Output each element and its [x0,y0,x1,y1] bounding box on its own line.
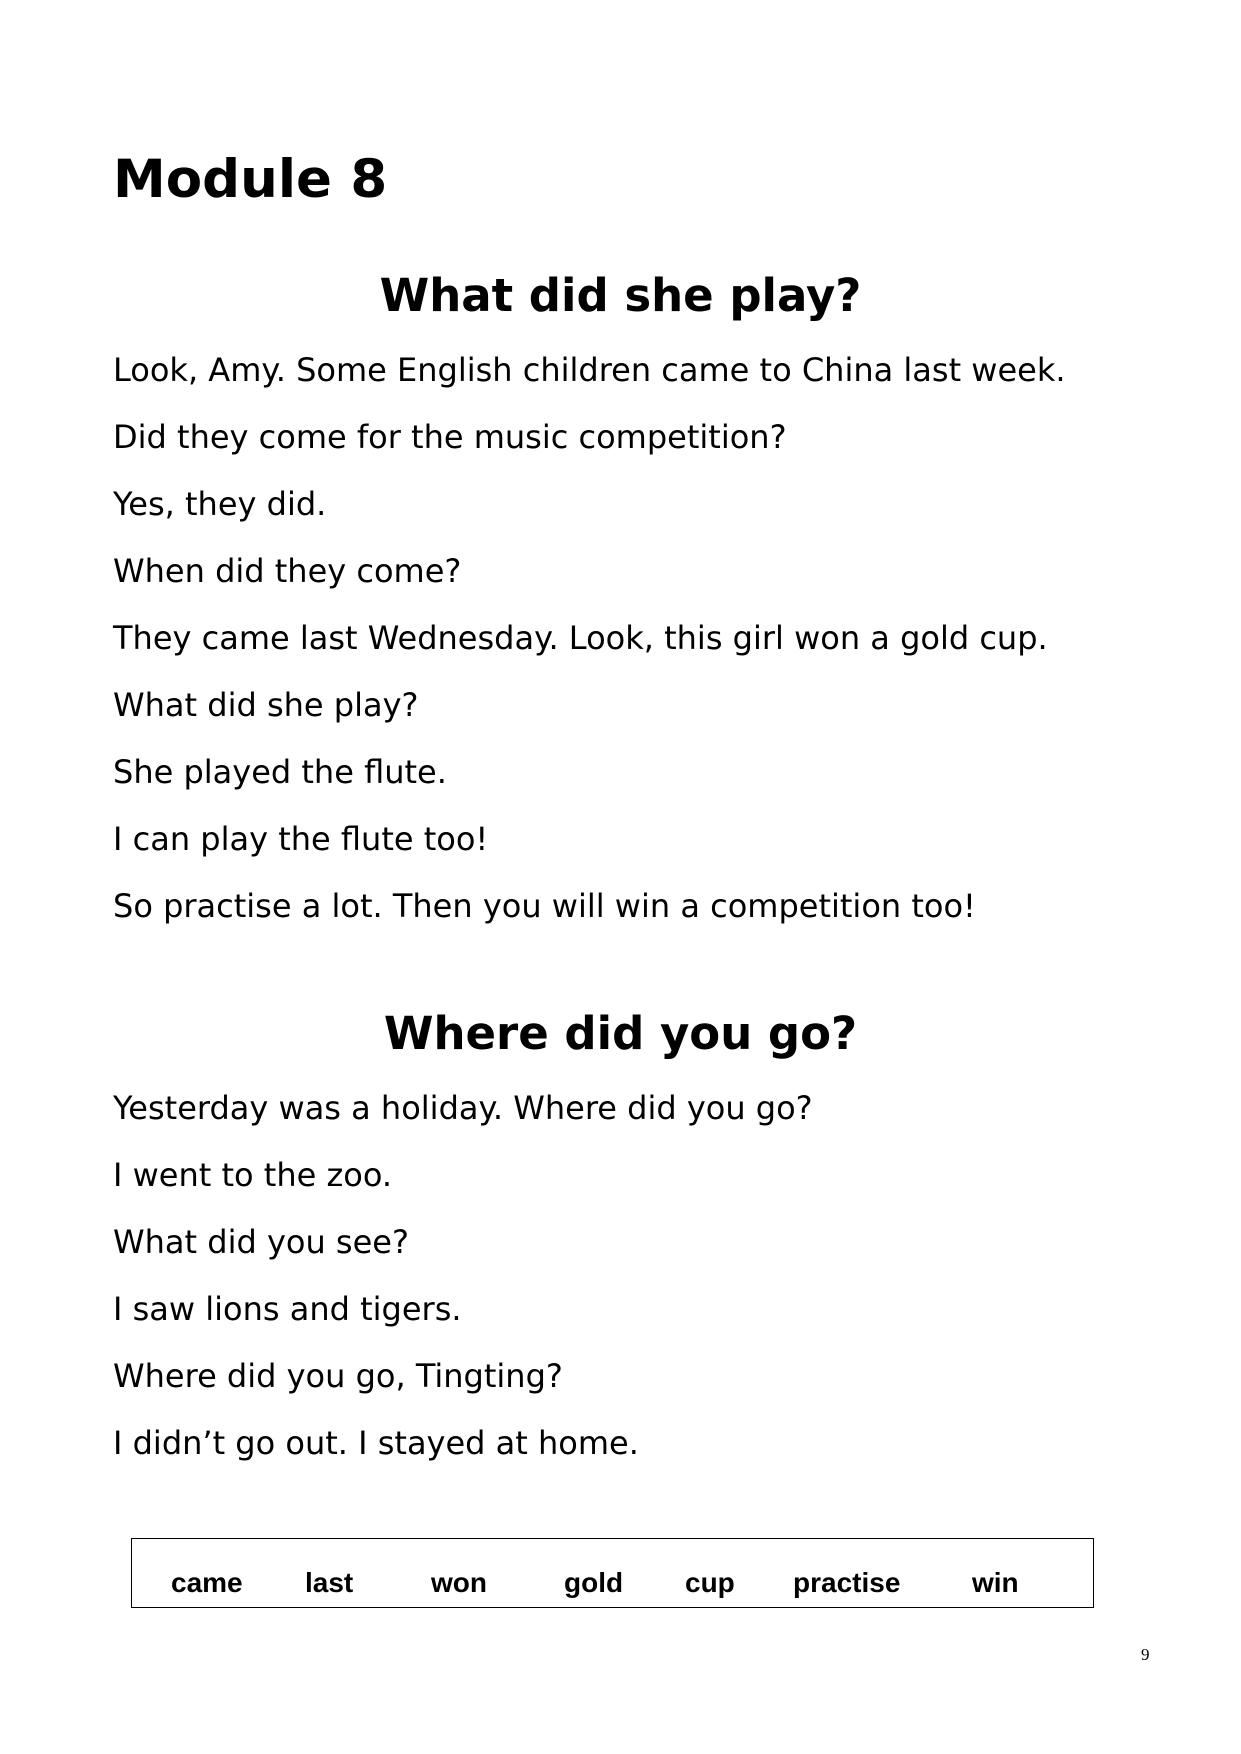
dialogue-line: I went to the zoo. [113,1156,393,1194]
dialogue-line: Yes, they did. [113,485,327,523]
dialogue-line: So practise a lot. Then you will win a competition too! [113,887,976,925]
section-title-where-did-you-go: Where did you go? [383,1007,858,1060]
dialogue-what-did-she-play [113,345,1066,948]
vocab-word: came [171,1567,243,1598]
dialogue-line: She played the flute. [113,753,447,791]
vocab-word: won [431,1567,487,1598]
vocab-word: last [305,1567,354,1598]
page-number: 9 [1141,1645,1150,1664]
vocab-word: practise [793,1567,901,1598]
dialogue-line: When did they come? [113,552,462,590]
vocab-word: cup [685,1567,735,1598]
dialogue-line: Look, Amy. Some English children came to China last week. [113,351,1066,389]
section-title-what-did-she-play: What did she play? [379,269,862,322]
dialogue-line: I can play the flute too! [113,820,489,858]
vocab-word: gold [564,1567,624,1598]
dialogue-line: I didn’t go out. I stayed at home. [113,1424,639,1462]
vocabulary-word-box [131,1538,1094,1608]
dialogue-line: I saw lions and tigers. [113,1290,462,1328]
dialogue-where-did-you-go [113,1083,813,1485]
dialogue-line: Yesterday was a holiday. Where did you go? [113,1089,813,1127]
vocab-word: win [972,1567,1019,1598]
dialogue-line: What did you see? [113,1223,409,1261]
module-title: Module 8 [113,149,388,210]
dialogue-line: Where did you go, Tingting? [113,1357,563,1395]
dialogue-line: They came last Wednesday. Look, this girl won a gold cup. [113,619,1048,657]
dialogue-line: Did they come for the music competition? [113,418,787,456]
dialogue-line: What did she play? [113,686,419,724]
